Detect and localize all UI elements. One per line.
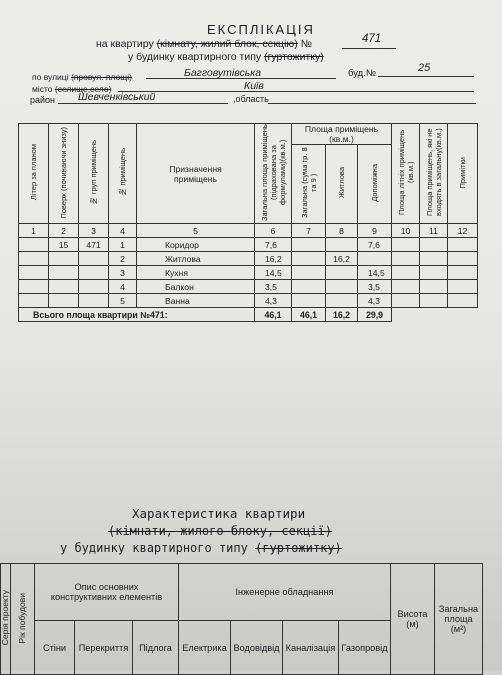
char-sewerage: Каналізація bbox=[283, 621, 339, 675]
table-row bbox=[19, 266, 478, 280]
table-cell bbox=[392, 266, 420, 280]
col-header-liter-text: Літер за планом bbox=[29, 144, 38, 201]
table-cell: Коридор bbox=[137, 238, 255, 252]
table-body bbox=[19, 238, 478, 308]
building-underline bbox=[378, 76, 474, 77]
table-row bbox=[19, 252, 478, 266]
col-header-floor bbox=[49, 124, 79, 224]
char-flooring: Підлога bbox=[133, 621, 179, 675]
char-height-text: Висота (м) bbox=[397, 609, 428, 629]
street-underline bbox=[146, 78, 336, 79]
district-label: район bbox=[30, 95, 56, 105]
apartment-struck: (кімнату, жилий блок, секцію) bbox=[156, 38, 298, 50]
table-cell: 14,5 bbox=[255, 266, 292, 280]
col-header-living-text: Житлова bbox=[337, 167, 346, 199]
city-value: Київ bbox=[244, 80, 264, 92]
table-cell bbox=[19, 252, 49, 266]
table-cell bbox=[326, 238, 358, 252]
table-cell bbox=[420, 252, 448, 266]
header-row bbox=[19, 124, 478, 145]
city-underline bbox=[118, 91, 474, 92]
col-header-notes bbox=[448, 124, 478, 224]
col-number: 9 bbox=[358, 224, 392, 238]
total-row bbox=[19, 308, 478, 322]
street-label bbox=[32, 72, 132, 82]
table-row bbox=[19, 280, 478, 294]
col-header-floor-text: Поверх (починаючи знизу) bbox=[59, 126, 68, 219]
char-year-text: Рік побудови bbox=[17, 592, 27, 644]
characteristic-title: Характеристика квартири bbox=[132, 506, 306, 521]
table-cell bbox=[448, 252, 478, 266]
table-cell: Житлова bbox=[137, 252, 255, 266]
col-header-summer-text: Площа літніх приміщень (кв.м.) bbox=[396, 129, 415, 216]
table-cell: 4,3 bbox=[358, 294, 392, 308]
table-cell bbox=[420, 280, 448, 294]
table-row bbox=[19, 238, 478, 252]
building-type-prefix: у будинку квартирного типу bbox=[128, 51, 262, 63]
table-cell: 4,3 bbox=[255, 294, 292, 308]
region-label: ,область bbox=[233, 94, 269, 104]
characteristic-sub2-struck: (гуртожитку) bbox=[255, 541, 342, 555]
characteristic-sub1: (кімнати, жилого блоку, секції) bbox=[108, 524, 332, 538]
char-total-area bbox=[435, 564, 483, 675]
char-drainage: Водовідвід bbox=[231, 621, 283, 675]
building-type-line bbox=[128, 51, 324, 63]
district-underline bbox=[58, 103, 228, 104]
col-number: 5 bbox=[137, 224, 255, 238]
column-number-row bbox=[19, 224, 478, 238]
char-group2 bbox=[179, 564, 391, 621]
table-cell bbox=[392, 252, 420, 266]
characteristic-table bbox=[0, 563, 483, 675]
col-header-excluded-text: Площа приміщень, які не входять в загальну(кв.м.) bbox=[424, 128, 443, 217]
table-cell: 16,2 bbox=[326, 252, 358, 266]
char-series-col bbox=[1, 564, 11, 675]
table-cell: Ванна bbox=[137, 294, 255, 308]
char-walls: Стіни bbox=[35, 621, 75, 675]
apartment-number: 471 bbox=[362, 33, 382, 45]
table-cell: 5 bbox=[109, 294, 137, 308]
char-group1-text: Опис основних конструктивних елементів bbox=[50, 582, 163, 602]
table-cell bbox=[326, 294, 358, 308]
table-cell bbox=[420, 238, 448, 252]
col-header-total-area-text: Загальна площа приміщень (підрахована за формулами)(кв.м.) bbox=[259, 124, 287, 221]
table-cell bbox=[19, 294, 49, 308]
table-cell bbox=[79, 252, 109, 266]
table-cell bbox=[79, 280, 109, 294]
table-cell bbox=[79, 266, 109, 280]
table-cell bbox=[392, 280, 420, 294]
table-cell: 16,2 bbox=[255, 252, 292, 266]
city-label-text: місто bbox=[32, 84, 53, 94]
total-auxiliary: 29,9 bbox=[358, 308, 392, 322]
col-header-liter bbox=[19, 124, 49, 224]
char-group2-text: Інженерне обладнання bbox=[235, 587, 334, 597]
table-cell: 14,5 bbox=[358, 266, 392, 280]
col-header-auxiliary bbox=[358, 145, 392, 224]
table-cell: 3,5 bbox=[255, 280, 292, 294]
table-cell: 3,5 bbox=[358, 280, 392, 294]
total-empty bbox=[392, 308, 420, 322]
char-year-col bbox=[11, 564, 35, 675]
table-cell bbox=[19, 238, 49, 252]
table-cell bbox=[49, 252, 79, 266]
street-struck: (провул. площі) bbox=[70, 72, 132, 82]
table-cell: 4 bbox=[109, 280, 137, 294]
col-header-living bbox=[326, 145, 358, 224]
total-label: Всього площа квартири №471: bbox=[19, 308, 255, 322]
table-cell bbox=[79, 294, 109, 308]
char-total-area-text: Загальна площа (м²) bbox=[438, 604, 479, 634]
col-number: 12 bbox=[448, 224, 478, 238]
district-value: Шевченківський bbox=[78, 91, 156, 103]
col-number: 10 bbox=[392, 224, 420, 238]
total-area: 46,1 bbox=[255, 308, 292, 322]
characteristic-sub2-prefix: у будинку квартирного типу bbox=[60, 541, 248, 555]
char-group1 bbox=[35, 564, 179, 621]
total-empty bbox=[420, 308, 448, 322]
col-number: 11 bbox=[420, 224, 448, 238]
table-cell bbox=[292, 294, 326, 308]
col-number: 7 bbox=[292, 224, 326, 238]
char-floors: Перекриття bbox=[75, 621, 133, 675]
col-header-room-no bbox=[109, 124, 137, 224]
col-header-sum bbox=[292, 145, 326, 224]
table-cell: 3 bbox=[109, 266, 137, 280]
table-cell bbox=[448, 280, 478, 294]
table-cell: 471 bbox=[79, 238, 109, 252]
col-number: 4 bbox=[109, 224, 137, 238]
char-gas: Газопровід bbox=[339, 621, 391, 675]
col-number: 2 bbox=[49, 224, 79, 238]
table-cell bbox=[358, 252, 392, 266]
street-label-text: по вулиці bbox=[32, 72, 69, 82]
table-cell: Кухня bbox=[137, 266, 255, 280]
col-header-group bbox=[79, 124, 109, 224]
char-series-text: Серія проекту bbox=[0, 590, 10, 646]
characteristic-sub2 bbox=[60, 541, 342, 555]
document-title: ЕКСПЛІКАЦІЯ bbox=[207, 22, 315, 37]
table-cell: Балкон bbox=[137, 280, 255, 294]
table-cell bbox=[292, 280, 326, 294]
table-cell bbox=[292, 266, 326, 280]
explication-table bbox=[18, 123, 478, 322]
apartment-line bbox=[96, 38, 312, 50]
col-number: 8 bbox=[326, 224, 358, 238]
building-value: 25 bbox=[418, 62, 431, 74]
col-number: 6 bbox=[255, 224, 292, 238]
col-header-group-text: № груп приміщень bbox=[89, 139, 98, 206]
col-header-auxiliary-text: Допоміжна bbox=[370, 164, 379, 202]
table-cell bbox=[448, 294, 478, 308]
table-cell bbox=[420, 294, 448, 308]
table-cell bbox=[448, 266, 478, 280]
table-cell bbox=[392, 294, 420, 308]
table-cell bbox=[326, 266, 358, 280]
table-row bbox=[19, 294, 478, 308]
char-header-row bbox=[1, 564, 483, 621]
city-struck: (селище,село) bbox=[54, 84, 112, 94]
table-cell bbox=[292, 252, 326, 266]
area-group-header-text: Площа приміщень (кв.м.) bbox=[304, 124, 379, 144]
col-header-summer bbox=[392, 124, 420, 224]
table-cell: 7,6 bbox=[358, 238, 392, 252]
table-cell bbox=[448, 238, 478, 252]
table-cell: 7,6 bbox=[255, 238, 292, 252]
table-cell bbox=[19, 266, 49, 280]
street-value: Багговутівська bbox=[184, 67, 262, 79]
table-cell bbox=[326, 280, 358, 294]
building-label: буд.№ bbox=[348, 68, 377, 79]
table-cell: 1 bbox=[109, 238, 137, 252]
total-empty bbox=[448, 308, 478, 322]
area-group-header bbox=[292, 124, 392, 145]
table-cell bbox=[49, 280, 79, 294]
table-cell bbox=[19, 280, 49, 294]
col-header-purpose bbox=[137, 124, 255, 224]
table-cell: 2 bbox=[109, 252, 137, 266]
col-header-total-area bbox=[255, 124, 292, 224]
col-header-room-no-text: № приміщень bbox=[118, 148, 127, 197]
col-number: 3 bbox=[79, 224, 109, 238]
total-sum: 46,1 bbox=[292, 308, 326, 322]
col-header-purpose-text: Призначення приміщень bbox=[169, 163, 222, 184]
total-living: 16,2 bbox=[326, 308, 358, 322]
table-cell bbox=[420, 266, 448, 280]
apartment-prefix: на квартиру bbox=[96, 38, 154, 50]
table-cell bbox=[392, 238, 420, 252]
building-type-struck: (гуртожитку) bbox=[264, 51, 324, 63]
col-header-excluded bbox=[420, 124, 448, 224]
col-number: 1 bbox=[19, 224, 49, 238]
apartment-no-label: № bbox=[300, 38, 312, 50]
char-height bbox=[391, 564, 435, 675]
col-header-notes-text: Примітки bbox=[458, 156, 467, 189]
col-header-sum-text: Загальна (сума гр. 8 та 9 ) bbox=[299, 147, 318, 219]
apartment-number-line bbox=[342, 48, 396, 49]
char-electric: Електрика bbox=[179, 621, 231, 675]
table-cell: 15 bbox=[49, 238, 79, 252]
region-underline bbox=[268, 103, 476, 104]
table-cell bbox=[49, 266, 79, 280]
table-cell bbox=[292, 238, 326, 252]
table-cell bbox=[49, 294, 79, 308]
